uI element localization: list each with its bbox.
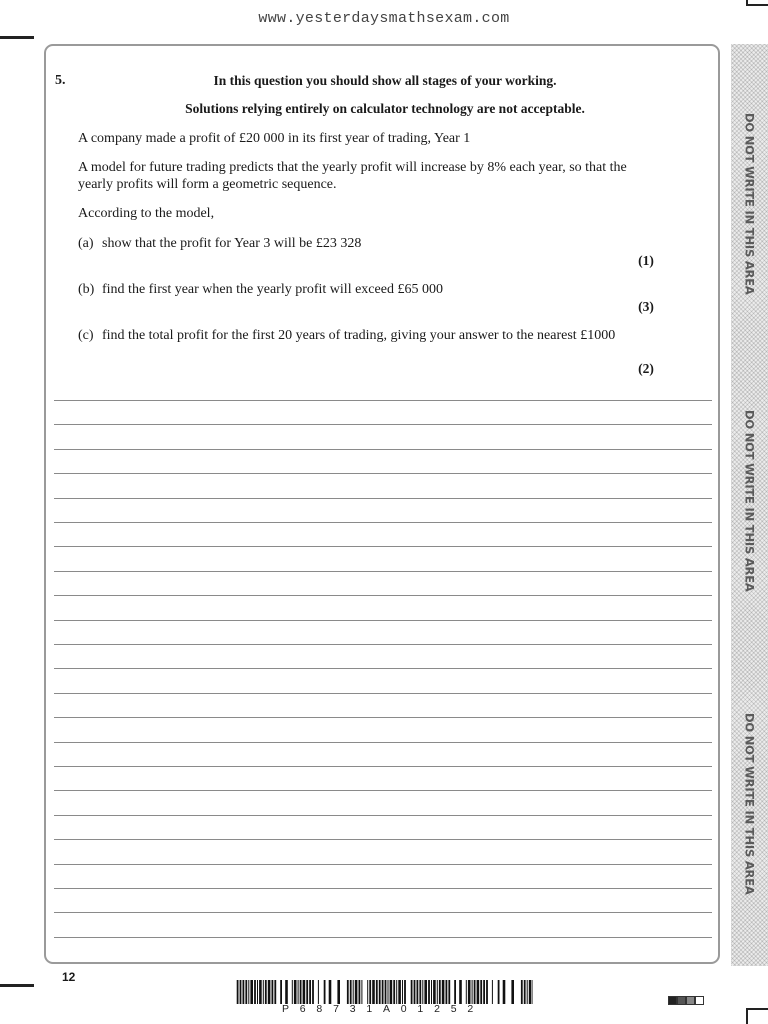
page-indicator-square [695,996,704,1005]
answer-line[interactable] [54,424,712,425]
answer-line[interactable] [54,937,712,938]
answer-line[interactable] [54,815,712,816]
part-b-text: find the first year when the yearly profit will exceed £65 000 [102,282,443,297]
instruction-calculator: Solutions relying entirely on calculator technology are not acceptable. [185,101,585,116]
part-c-text: find the total profit for the first 20 years of trading, giving your answer to the nearest £1000 [102,328,616,343]
page-indicator-square [686,996,695,1005]
question-model: A model for future trading predicts that the yearly profit will increase by 8% each year, so that the yearly profits will form a geometric sequence. [78,160,627,192]
question-according: According to the model, [78,206,215,221]
answer-line[interactable] [54,522,712,523]
page-indicator-squares [668,996,704,1005]
barcode [233,980,533,1004]
part-a-label: (a) [78,236,94,251]
answer-line[interactable] [54,864,712,865]
page-indicator-square [677,996,686,1005]
answer-line[interactable] [54,912,712,913]
answer-line[interactable] [54,546,712,547]
page-number: 12 [62,970,76,984]
part-c [78,327,618,344]
part-a-marks: (1) [638,253,654,268]
crop-mark-bottom-right [746,1008,748,1024]
part-b [78,281,618,298]
answer-line[interactable] [54,790,712,791]
answer-line[interactable] [54,693,712,694]
do-not-write-warning: DO NOT WRITE IN THIS AREA [742,113,757,295]
crop-mark-top-right-h [746,4,768,6]
answer-line[interactable] [54,473,712,474]
site-url: www.yesterdaysmathsexam.com [258,10,510,27]
crop-mark-bottom-left [0,984,34,987]
answer-line[interactable] [54,571,712,572]
question-number: 5. [55,73,66,88]
crop-mark-top-left [0,36,34,39]
answer-line[interactable] [54,717,712,718]
answer-line[interactable] [54,400,712,401]
answer-line[interactable] [54,644,712,645]
answer-line[interactable] [54,766,712,767]
barcode-text: P68731A01252 [281,1003,484,1015]
part-c-label: (c) [78,328,94,343]
answer-line[interactable] [54,595,712,596]
do-not-write-warning: DO NOT WRITE IN THIS AREA [742,410,757,592]
answer-area[interactable] [54,400,712,940]
part-a [78,235,618,252]
answer-line[interactable] [54,888,712,889]
page-indicator-square [668,996,677,1005]
part-a-text: show that the profit for Year 3 will be £23 328 [102,236,362,251]
answer-line[interactable] [54,839,712,840]
question-intro: A company made a profit of £20 000 in its first year of trading, Year 1 [78,131,471,146]
instruction-working: In this question you should show all stages of your working. [213,73,557,88]
part-b-label: (b) [78,282,95,297]
crop-mark-bottom-right-h [746,1008,768,1010]
part-c-marks: (2) [638,361,654,376]
answer-line[interactable] [54,620,712,621]
answer-line[interactable] [54,498,712,499]
do-not-write-warning: DO NOT WRITE IN THIS AREA [742,713,757,895]
answer-line[interactable] [54,449,712,450]
part-b-marks: (3) [638,299,654,314]
answer-line[interactable] [54,742,712,743]
answer-line[interactable] [54,668,712,669]
